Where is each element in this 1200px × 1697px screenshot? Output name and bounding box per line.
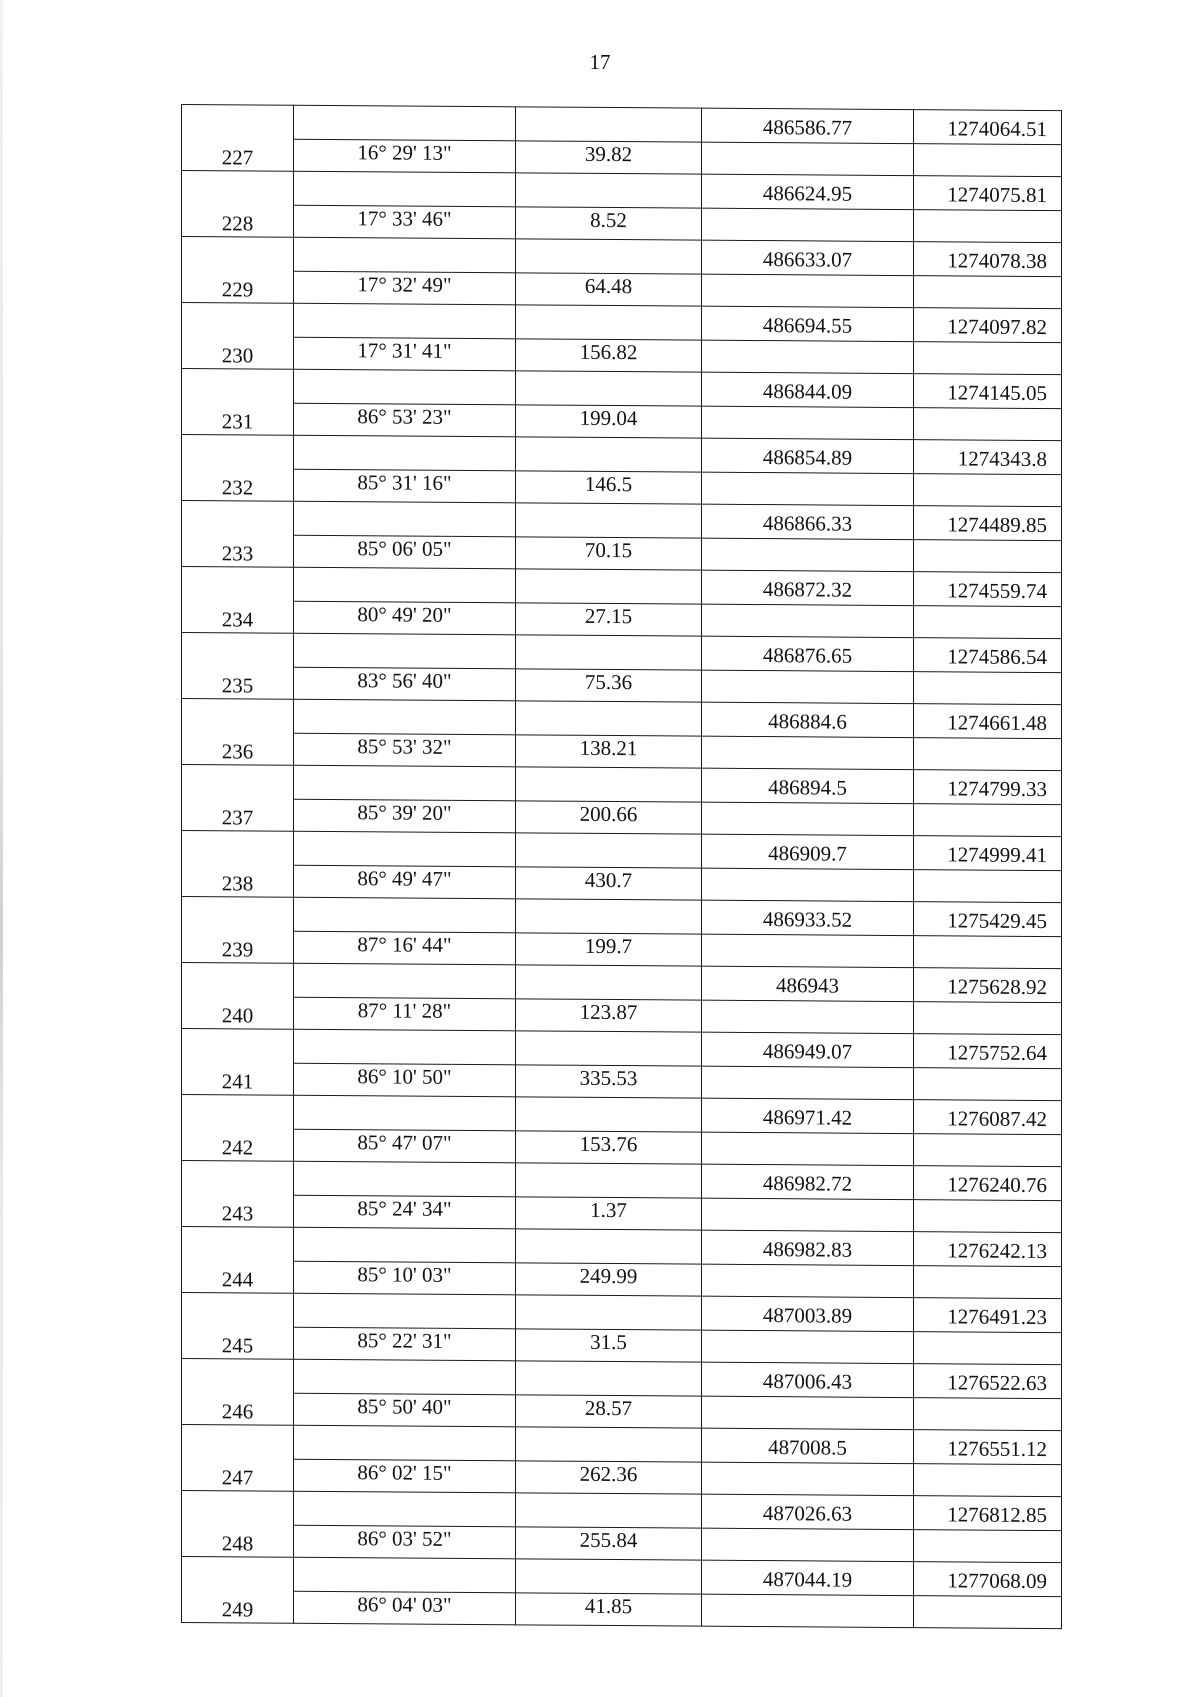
empty-cell [294,435,516,471]
y-coordinate-cell: 1276491.23 [914,1298,1062,1333]
y-coordinate-cell: 1274586.54 [914,638,1062,673]
empty-cell [702,1132,914,1165]
empty-cell [914,936,1062,969]
empty-cell [702,208,914,241]
point-id-cell: 230 [182,303,294,370]
empty-cell [516,833,702,868]
x-coordinate-cell: 486909.7 [702,834,914,869]
distance-cell: 335.53 [516,1065,702,1098]
empty-cell [702,1330,914,1363]
bearing-cell: 85° 53' 32" [294,733,516,767]
page-number: 17 [589,50,611,74]
bearing-cell: 85° 24' 34" [294,1195,516,1229]
point-id-cell: 238 [182,831,294,898]
x-coordinate-cell: 486872.32 [702,570,914,605]
x-coordinate-cell: 486586.77 [702,108,914,143]
empty-cell [914,606,1062,639]
empty-cell [294,1029,516,1065]
empty-cell [702,472,914,505]
bearing-cell: 17° 33' 46" [294,205,516,239]
segment-row [182,1591,1062,1629]
distance-cell: 41.85 [516,1593,702,1626]
y-coordinate-cell: 1274661.48 [914,704,1062,739]
empty-cell [294,105,516,141]
distance-cell: 199.7 [516,933,702,966]
bearing-cell: 87° 11' 28" [294,997,516,1031]
empty-cell [516,173,702,208]
empty-cell [294,1425,516,1461]
bearing-cell: 87° 16' 44" [294,931,516,965]
empty-cell [294,303,516,339]
empty-cell [294,369,516,405]
empty-cell [516,503,702,538]
distance-cell: 70.15 [516,537,702,570]
empty-cell [702,934,914,967]
bearing-cell: 86° 02' 15" [294,1459,516,1493]
empty-cell [914,342,1062,375]
empty-cell [702,670,914,703]
empty-cell [294,897,516,933]
x-coordinate-cell: 486982.83 [702,1230,914,1265]
empty-cell [294,699,516,735]
empty-cell [914,1200,1062,1233]
empty-cell [516,305,702,340]
empty-cell [516,1163,702,1198]
empty-cell [914,1530,1062,1563]
bearing-cell: 85° 47' 07" [294,1129,516,1163]
y-coordinate-cell: 1274075.81 [914,176,1062,211]
y-coordinate-cell: 1274489.85 [914,506,1062,541]
point-id-cell: 249 [182,1557,294,1624]
empty-cell [516,1493,702,1528]
empty-cell [294,567,516,603]
empty-cell [702,1000,914,1033]
empty-cell [516,965,702,1000]
empty-cell [914,1596,1062,1629]
empty-cell [914,1002,1062,1035]
empty-cell [294,1227,516,1263]
x-coordinate-cell: 487026.63 [702,1494,914,1529]
point-id-cell: 232 [182,435,294,502]
x-coordinate-cell: 486884.6 [702,702,914,737]
empty-cell [516,1295,702,1330]
empty-cell [914,1068,1062,1101]
x-coordinate-cell: 486894.5 [702,768,914,803]
distance-cell: 249.99 [516,1263,702,1296]
empty-cell [294,1161,516,1197]
point-id-cell: 233 [182,501,294,568]
empty-cell [516,1361,702,1396]
empty-cell [516,767,702,802]
x-coordinate-cell: 486844.09 [702,372,914,407]
distance-cell: 64.48 [516,273,702,306]
y-coordinate-cell: 1275429.45 [914,902,1062,937]
x-coordinate-cell: 487006.43 [702,1362,914,1397]
bearing-cell: 85° 10' 03" [294,1261,516,1295]
x-coordinate-cell: 486624.95 [702,174,914,209]
bearing-cell: 86° 04' 03" [294,1591,516,1625]
point-id-cell: 245 [182,1293,294,1360]
empty-cell [914,474,1062,507]
empty-cell [516,1097,702,1132]
distance-cell: 199.04 [516,405,702,438]
y-coordinate-cell: 1274078.38 [914,242,1062,277]
bearing-cell: 85° 31' 16" [294,469,516,503]
distance-cell: 262.36 [516,1461,702,1494]
distance-cell: 138.21 [516,735,702,768]
empty-cell [914,144,1062,177]
bearing-cell: 17° 32' 49" [294,271,516,305]
empty-cell [702,604,914,637]
y-coordinate-cell: 1274999.41 [914,836,1062,871]
empty-cell [702,1066,914,1099]
y-coordinate-cell: 1276551.12 [914,1430,1062,1465]
point-id-cell: 241 [182,1029,294,1096]
x-coordinate-cell: 486982.72 [702,1164,914,1199]
empty-cell [914,1134,1062,1167]
empty-cell [702,406,914,439]
distance-cell: 8.52 [516,207,702,240]
empty-cell [914,408,1062,441]
empty-cell [294,963,516,999]
empty-cell [294,1293,516,1329]
point-id-cell: 242 [182,1095,294,1162]
distance-cell: 28.57 [516,1395,702,1428]
empty-cell [914,1464,1062,1497]
point-id-cell: 237 [182,765,294,832]
distance-cell: 123.87 [516,999,702,1032]
distance-cell: 39.82 [516,141,702,174]
empty-cell [294,831,516,867]
x-coordinate-cell: 486933.52 [702,900,914,935]
y-coordinate-cell: 1275628.92 [914,968,1062,1003]
y-coordinate-cell: 1276240.76 [914,1166,1062,1201]
y-coordinate-cell: 1274559.74 [914,572,1062,607]
bearing-cell: 86° 53' 23" [294,403,516,437]
distance-cell: 75.36 [516,669,702,702]
empty-cell [914,276,1062,309]
distance-cell: 27.15 [516,603,702,636]
distance-cell: 153.76 [516,1131,702,1164]
empty-cell [294,1359,516,1395]
empty-cell [516,899,702,934]
point-id-cell: 248 [182,1491,294,1558]
empty-cell [294,633,516,669]
scan-left-edge [0,0,3,1697]
point-id-cell: 235 [182,633,294,700]
empty-cell [702,274,914,307]
empty-cell [914,540,1062,573]
point-id-cell: 239 [182,897,294,964]
empty-cell [702,736,914,769]
empty-cell [294,501,516,537]
empty-cell [702,340,914,373]
x-coordinate-cell: 487003.89 [702,1296,914,1331]
empty-cell [516,569,702,604]
x-coordinate-cell: 487044.19 [702,1560,914,1595]
x-coordinate-cell: 486694.55 [702,306,914,341]
distance-cell: 146.5 [516,471,702,504]
distance-cell: 156.82 [516,339,702,372]
distance-cell: 1.37 [516,1197,702,1230]
y-coordinate-cell: 1274145.05 [914,374,1062,409]
empty-cell [702,1198,914,1231]
empty-cell [516,701,702,736]
y-coordinate-cell: 1275752.64 [914,1034,1062,1069]
empty-cell [294,1095,516,1131]
empty-cell [516,371,702,406]
distance-cell: 31.5 [516,1329,702,1362]
y-coordinate-cell: 1276242.13 [914,1232,1062,1267]
bearing-cell: 85° 22' 31" [294,1327,516,1361]
distance-cell: 255.84 [516,1527,702,1560]
x-coordinate-cell: 486876.65 [702,636,914,671]
empty-cell [516,1031,702,1066]
bearing-cell: 85° 39' 20" [294,799,516,833]
empty-cell [702,868,914,901]
empty-cell [702,1462,914,1495]
y-coordinate-cell: 1274097.82 [914,308,1062,343]
y-coordinate-cell: 1276812.85 [914,1496,1062,1531]
point-id-cell: 236 [182,699,294,766]
empty-cell [914,672,1062,705]
y-coordinate-cell: 1276522.63 [914,1364,1062,1399]
empty-cell [516,239,702,274]
empty-cell [294,1491,516,1527]
x-coordinate-cell: 486854.89 [702,438,914,473]
empty-cell [516,635,702,670]
bearing-cell: 17° 31' 41" [294,337,516,371]
point-id-cell: 246 [182,1359,294,1426]
bearing-cell: 85° 50' 40" [294,1393,516,1427]
empty-cell [294,171,516,207]
empty-cell [914,1398,1062,1431]
y-coordinate-cell: 1274799.33 [914,770,1062,805]
empty-cell [914,1332,1062,1365]
point-id-cell: 234 [182,567,294,634]
x-coordinate-cell: 487008.5 [702,1428,914,1463]
point-id-cell: 243 [182,1161,294,1228]
bearing-cell: 80° 49' 20" [294,601,516,635]
x-coordinate-cell: 486971.42 [702,1098,914,1133]
bearing-cell: 86° 49' 47" [294,865,516,899]
empty-cell [516,1229,702,1264]
bearing-cell: 83° 56' 40" [294,667,516,701]
y-coordinate-cell: 1276087.42 [914,1100,1062,1135]
empty-cell [702,142,914,175]
point-id-cell: 244 [182,1227,294,1294]
y-coordinate-cell: 1274343.8 [914,440,1062,475]
distance-cell: 200.66 [516,801,702,834]
empty-cell [914,1266,1062,1299]
empty-cell [702,1594,914,1627]
x-coordinate-cell: 486866.33 [702,504,914,539]
x-coordinate-cell: 486949.07 [702,1032,914,1067]
empty-cell [294,1557,516,1593]
empty-cell [516,107,702,142]
point-id-cell: 240 [182,963,294,1030]
distance-cell: 430.7 [516,867,702,900]
empty-cell [294,765,516,801]
empty-cell [702,538,914,571]
y-coordinate-cell: 1277068.09 [914,1562,1062,1597]
bearing-cell: 16° 29' 13" [294,139,516,173]
empty-cell [914,738,1062,771]
empty-cell [702,1264,914,1297]
empty-cell [702,802,914,835]
bearing-cell: 85° 06' 05" [294,535,516,569]
point-id-cell: 228 [182,171,294,238]
point-id-cell: 227 [182,105,294,172]
survey-coordinate-table [181,104,1062,1629]
point-id-cell: 229 [182,237,294,304]
empty-cell [516,1559,702,1594]
empty-cell [914,870,1062,903]
empty-cell [516,1427,702,1462]
y-coordinate-cell: 1274064.51 [914,110,1062,145]
empty-cell [914,210,1062,243]
bearing-cell: 86° 03' 52" [294,1525,516,1559]
empty-cell [914,804,1062,837]
empty-cell [702,1528,914,1561]
x-coordinate-cell: 486633.07 [702,240,914,275]
bearing-cell: 86° 10' 50" [294,1063,516,1097]
x-coordinate-cell: 486943 [702,966,914,1001]
empty-cell [516,437,702,472]
empty-cell [294,237,516,273]
empty-cell [702,1396,914,1429]
point-id-cell: 231 [182,369,294,436]
point-id-cell: 247 [182,1425,294,1492]
